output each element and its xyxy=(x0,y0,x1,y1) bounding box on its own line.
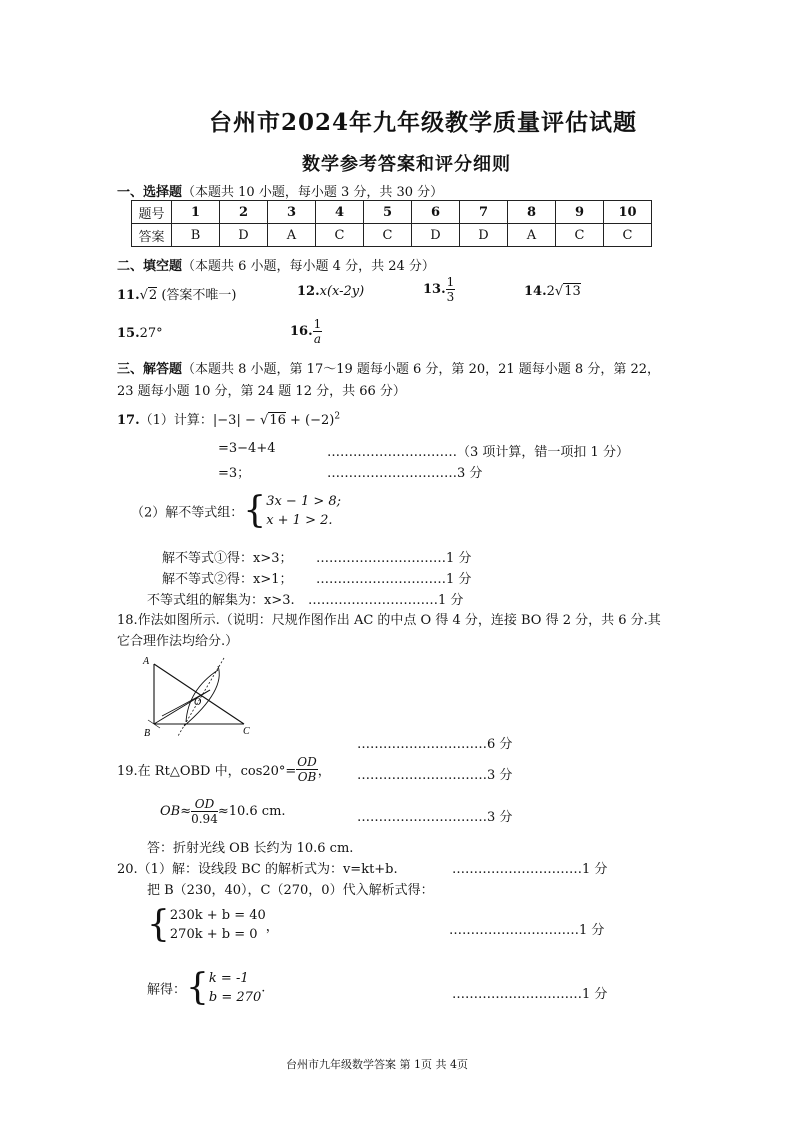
table-header-cell: 题号 xyxy=(132,201,172,224)
triangle-side-ac xyxy=(154,664,244,724)
section2-heading xyxy=(117,255,435,274)
table-cell: B xyxy=(172,224,220,247)
q20-solution-post: . xyxy=(261,980,266,996)
answer-q12 xyxy=(297,284,364,299)
q16-fraction xyxy=(313,317,323,346)
q17-solution-3: 不等式组的解集为：x>3. xyxy=(147,593,295,608)
q19-line2-post: ≈10.6 cm. xyxy=(217,804,286,819)
q20-solution-k: k = -1 xyxy=(208,971,249,986)
q19-fraction-2-den: 0.94 xyxy=(191,812,218,826)
q14-radicand: 13 xyxy=(564,284,581,299)
section3-name: 三、解答题 xyxy=(117,362,183,377)
q19-line2 xyxy=(160,797,286,826)
construction-arc xyxy=(162,690,210,716)
q18-line2: 它合理作法均给分.） xyxy=(117,634,239,649)
left-brace-icon: { xyxy=(243,490,267,531)
table-cell: 8 xyxy=(508,201,556,224)
radical-icon: √ xyxy=(554,284,564,299)
q11-number: 11. xyxy=(117,288,140,303)
table-cell: 6 xyxy=(412,201,460,224)
answer-q14 xyxy=(524,284,581,299)
table-cell: 9 xyxy=(556,201,604,224)
q19-line1-post: ， xyxy=(317,764,331,779)
q20-equation-score: …………………………1 分 xyxy=(449,923,605,938)
q17-part1 xyxy=(117,409,340,428)
left-brace-icon: { xyxy=(186,967,209,1008)
q17-step1: =3−4+4 xyxy=(218,441,276,456)
radical-icon: √ xyxy=(139,288,148,303)
q17-step2: =3； xyxy=(218,466,251,481)
q19-fraction-1-den: OB xyxy=(297,770,317,784)
table-cell: D xyxy=(412,224,460,247)
q19-line1-score: …………………………3 分 xyxy=(357,768,513,783)
table-cell: D xyxy=(220,224,268,247)
table-cell: A xyxy=(508,224,556,247)
q17-step2-score: …………………………3 分 xyxy=(327,466,483,481)
table-cell: C xyxy=(364,224,412,247)
section3-desc-line2: 23 题每小题 10 分，第 24 题 12 分，共 66 分） xyxy=(117,384,406,399)
q13-number: 13. xyxy=(423,282,446,297)
table-cell: C xyxy=(316,224,364,247)
section3-heading xyxy=(117,358,660,377)
q19-answer: 答：折射光线 OB 长约为 10.6 cm. xyxy=(147,841,354,856)
section3-desc-line1: （本题共 8 小题，第 17～19 题每小题 6 分，第 20，21 题每小题 8 分，第 22， xyxy=(182,362,660,377)
q12-number: 12. xyxy=(297,284,320,299)
q19-fraction-2 xyxy=(191,797,218,826)
q17-solution-2: 解不等式②得：x>1； xyxy=(162,572,293,587)
table-cell: 7 xyxy=(460,201,508,224)
table-row xyxy=(132,224,652,247)
answer-q15 xyxy=(117,326,163,341)
table-row xyxy=(132,201,652,224)
q17-number: 17. xyxy=(117,413,140,428)
section2-desc: （本题共 6 小题，每小题 4 分，共 24 分） xyxy=(182,259,435,274)
q11-radicand: 2 xyxy=(148,288,158,303)
section1-name: 一、选择题 xyxy=(117,185,183,200)
q20-solution-label: 解得： xyxy=(147,982,187,998)
q17-part2 xyxy=(131,492,341,530)
q14-number: 14. xyxy=(524,284,547,299)
section2-name: 二、填空题 xyxy=(117,259,183,274)
q20-equation-system xyxy=(147,906,279,944)
answer-table xyxy=(131,200,652,247)
q13-fraction xyxy=(446,275,456,304)
q20-line1: 20.（1）解：设线段 BC 的解析式为：v=kt+b. xyxy=(117,862,398,877)
q12-answer: x(x-2y) xyxy=(319,284,365,299)
radical-icon: √ xyxy=(260,413,269,428)
table-cell: 3 xyxy=(268,201,316,224)
table-cell: 2 xyxy=(220,201,268,224)
q20-equation-1: 230k + b = 40 xyxy=(169,908,266,923)
q20-solution xyxy=(147,969,265,1007)
q19-fraction-2-num: OD xyxy=(191,797,218,812)
answer-q11 xyxy=(117,284,236,303)
table-cell: 5 xyxy=(364,201,412,224)
q17-part2-label: （2）解不等式组： xyxy=(131,505,244,521)
vertex-label-b: B xyxy=(144,728,151,739)
q20-equation-post: ， xyxy=(265,919,279,935)
q20-line1-score: …………………………1 分 xyxy=(452,862,608,877)
table-cell: 1 xyxy=(172,201,220,224)
q19-line2-text: OB≈ xyxy=(160,804,192,819)
section1-desc: （本题共 10 小题，每小题 3 分，共 30 分） xyxy=(182,185,444,200)
q17-solution-1-score: …………………………1 分 xyxy=(316,551,472,566)
q15-number: 15. xyxy=(117,326,140,341)
q18-construction-figure xyxy=(140,650,260,742)
q20-equation-2: 270k + b = 0 xyxy=(169,927,258,942)
q18-line1: 18.作法如图所示.（说明：尺规作图作出 AC 的中点 O 得 4 分，连接 BO 得 2 分，共 6 分.其 xyxy=(117,613,661,628)
q17-inequality-1: 3x − 1 > 8; xyxy=(266,494,342,509)
q13-numerator: 1 xyxy=(446,275,455,289)
q13-denominator: 3 xyxy=(446,290,455,304)
q17-solution-3-score: …………………………1 分 xyxy=(308,593,464,608)
q17-expr-abs: |−3| xyxy=(212,413,241,428)
table-header-cell: 答案 xyxy=(132,224,172,247)
q17-solution-2-score: …………………………1 分 xyxy=(316,572,472,587)
table-cell: 4 xyxy=(316,201,364,224)
q19-fraction-1-num: OD xyxy=(297,755,317,769)
table-cell: 10 xyxy=(604,201,652,224)
q18-score: …………………………6 分 xyxy=(357,737,513,752)
table-cell: D xyxy=(460,224,508,247)
q19-line2-score: …………………………3 分 xyxy=(357,810,513,825)
q17-part1-label: （1）计算： xyxy=(139,413,213,428)
q16-numerator: 1 xyxy=(313,317,322,331)
q19-line1-text: 19.在 Rt△OBD 中，cos20°= xyxy=(117,764,297,779)
q16-number: 16. xyxy=(290,324,313,339)
q14-coef: 2 xyxy=(546,284,555,299)
q20-solution-values xyxy=(209,969,261,1007)
answer-q16 xyxy=(290,317,322,346)
page-subtitle: 数学参考答案和评分细则 xyxy=(302,154,511,175)
q11-note: (答案不唯一) xyxy=(157,288,237,303)
table-cell: A xyxy=(268,224,316,247)
q17-expr-minus: − xyxy=(240,413,261,428)
vertex-label-c: C xyxy=(243,726,250,737)
point-label-o: O xyxy=(194,697,202,708)
q20-solution-score: …………………………1 分 xyxy=(452,987,608,1002)
q17-expr-exponent: 2 xyxy=(334,411,341,422)
q17-expr-plus: + (−2) xyxy=(285,413,335,428)
q20-solution-b: b = 270 xyxy=(208,990,262,1005)
q20-equations xyxy=(170,906,266,944)
answer-q13 xyxy=(423,275,455,304)
q20-line2: 把 B（230，40），C（270，0）代入解析式得： xyxy=(147,883,434,898)
page-footer: 台州市九年级数学答案 第 1页 共 4页 xyxy=(286,1058,468,1071)
page-title: 台州市2024年九年级教学质量评估试题 xyxy=(209,109,638,136)
q15-answer: 27° xyxy=(139,326,163,341)
table-cell: C xyxy=(604,224,652,247)
vertex-label-a: A xyxy=(143,656,150,667)
q19-line1 xyxy=(117,755,331,784)
q17-solution-1: 解不等式①得：x>3； xyxy=(162,551,293,566)
q19-fraction-1 xyxy=(296,755,317,784)
section1-heading xyxy=(117,181,443,200)
q17-inequality-2: x + 1 > 2. xyxy=(266,513,333,528)
table-cell: C xyxy=(556,224,604,247)
q17-inequality-system xyxy=(266,492,341,530)
q17-step1-score: …………………………（3 项计算，错一项扣 1 分） xyxy=(327,445,629,460)
q17-expr-radicand: 16 xyxy=(269,413,286,428)
q16-denominator: a xyxy=(313,332,322,346)
left-brace-icon: { xyxy=(147,904,170,945)
